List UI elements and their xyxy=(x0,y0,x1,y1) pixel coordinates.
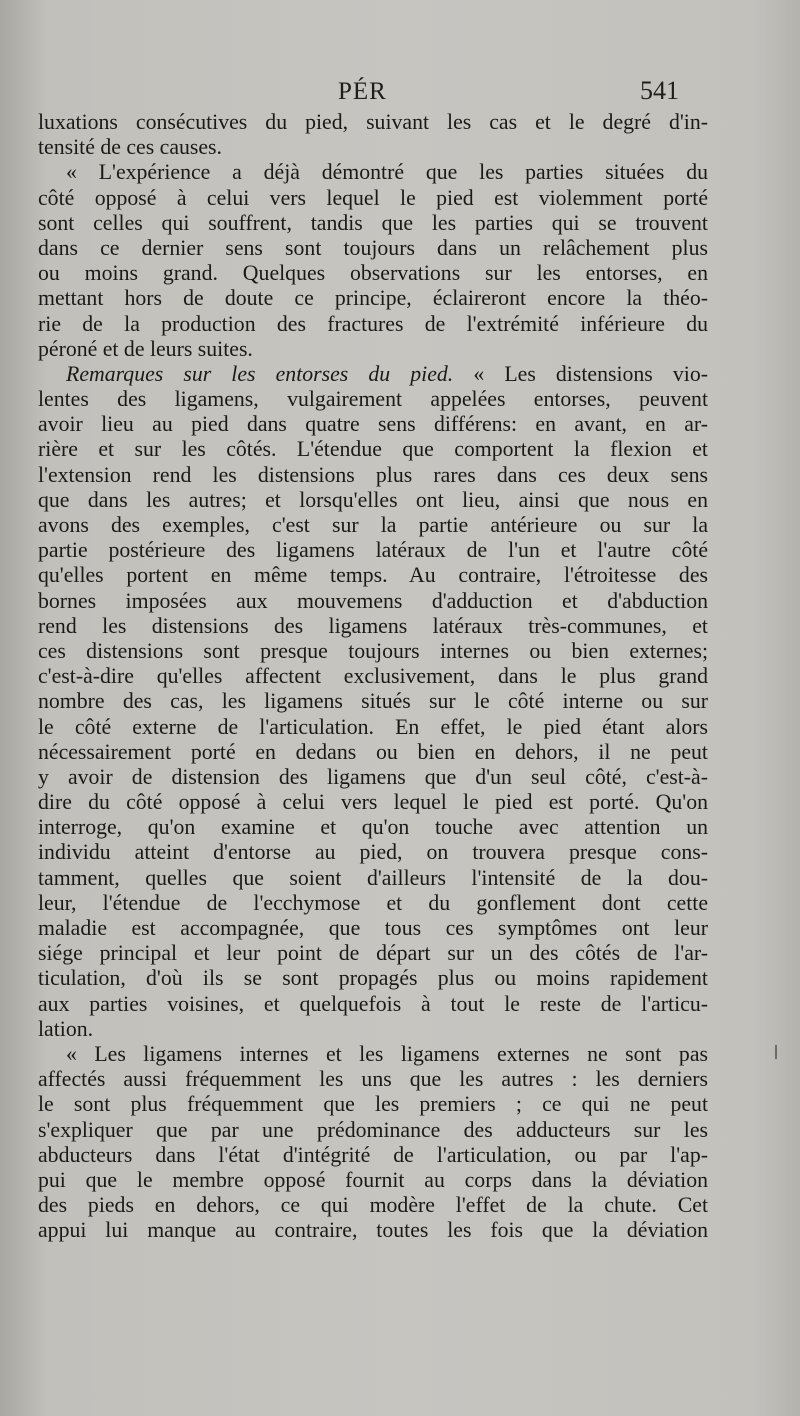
page-number: 541 xyxy=(640,76,679,105)
text-line: leur, l'étendue de l'ecchymose et du gonflement dont cette xyxy=(38,890,708,915)
text-line: tamment, quelles que soient d'ailleurs l'intensité de la dou- xyxy=(38,865,708,890)
margin-mark xyxy=(775,1045,777,1059)
running-head: PÉR xyxy=(338,78,387,105)
text-line: ticulation, d'où ils se sont propagés plus ou moins rapidement xyxy=(38,966,708,991)
text-line: pui que le membre opposé fournit au corps dans la déviation xyxy=(38,1167,708,1192)
text-line: nécessairement porté en dedans ou bien en dehors, il ne peut xyxy=(38,739,708,764)
text-line: des pieds en dehors, ce qui modère l'effet de la chute. Cet xyxy=(38,1193,708,1218)
page-header xyxy=(0,74,800,114)
text-line: lentes des ligamens, vulgairement appelées entorses, peuvent xyxy=(38,387,708,412)
text-line: côté opposé à celui vers lequel le pied est violemment porté xyxy=(38,185,708,210)
text-line: le sont plus fréquemment que les premiers ; ce qui ne peut xyxy=(38,1092,708,1117)
text-line: l'extension rend les distensions plus rares dans ces deux sens xyxy=(38,462,708,487)
text-line-with-title xyxy=(38,362,708,387)
text-line: dans ce dernier sens sont toujours dans un relâchement plus xyxy=(38,235,708,260)
text-line: ces distensions sont presque toujours internes ou bien externes; xyxy=(38,638,708,663)
section-title: Remarques sur les entorses du pied. xyxy=(66,361,454,386)
text-line: rend les distensions des ligamens latéraux très-communes, et xyxy=(38,613,708,638)
text-line: y avoir de distension des ligamens que d'un seul côté, c'est-à- xyxy=(38,764,708,789)
text-line: maladie est accompagnée, que tous ces symptômes ont leur xyxy=(38,916,708,940)
text-line: luxations consécutives du pied, suivant les cas et le degré d'in- xyxy=(38,110,708,134)
text-line: péroné et de leurs suites. xyxy=(38,336,253,361)
section-title-continuation: « Les distensions vio- xyxy=(473,361,708,386)
text-line: avoir lieu au pied dans quatre sens différens: en avant, en ar- xyxy=(38,412,708,437)
text-line: rie de la production des fractures de l'extrémité inférieure du xyxy=(38,311,708,336)
text-line: avons des exemples, c'est sur la partie antérieure ou sur la xyxy=(38,513,708,537)
text-line: affectés aussi fréquemment les uns que les autres : les derniers xyxy=(38,1067,708,1092)
text-line: siége principal et leur point de départ sur un des côtés de l'ar- xyxy=(38,941,708,966)
text-line: sont celles qui souffrent, tandis que les parties qui se trouvent xyxy=(38,210,708,235)
text-line: ou moins grand. Quelques observations sur les entorses, en xyxy=(38,261,708,286)
text-line: le côté externe de l'articulation. En effet, le pied étant alors xyxy=(38,714,708,739)
text-line: c'est-à-dire qu'elles affectent exclusivement, dans le plus grand xyxy=(38,664,708,689)
text-line: individu atteint d'entorse au pied, on trouvera presque cons- xyxy=(38,840,708,865)
text-line: interroge, qu'on examine et qu'on touche avec attention un xyxy=(38,815,708,840)
text-line: appui lui manque au contraire, toutes les fois que la déviation xyxy=(38,1218,708,1243)
text-line: abducteurs dans l'état d'intégrité de l'articulation, ou par l'ap- xyxy=(38,1142,708,1167)
text-line: tensité de ces causes. xyxy=(38,135,222,160)
text-line: « Les ligamens internes et les ligamens externes ne sont pas xyxy=(66,1041,708,1066)
text-line: partie postérieure des ligamens latéraux de l'un et l'autre côté xyxy=(38,538,708,563)
text-line: dire du côté opposé à celui vers lequel le pied est porté. Qu'on xyxy=(38,790,708,815)
text-line: bornes imposées aux mouvemens d'adduction et d'abduction xyxy=(38,588,708,613)
text-line: nombre des cas, les ligamens situés sur le côté interne ou sur xyxy=(38,689,708,714)
text-line: mettant hors de doute ce principe, éclaireront encore la théo- xyxy=(38,286,708,311)
body-text xyxy=(38,110,708,1243)
text-line: « L'expérience a déjà démontré que les parties situées du xyxy=(66,160,708,185)
text-line: lation. xyxy=(38,1016,94,1041)
text-line: qu'elles portent en même temps. Au contraire, l'étroitesse des xyxy=(38,563,708,588)
text-line: s'expliquer que par une prédominance des adducteurs sur les xyxy=(38,1117,708,1142)
text-line: aux parties voisines, et quelquefois à tout le reste de l'articu- xyxy=(38,991,708,1016)
text-line: que dans les autres; et lorsqu'elles ont lieu, ainsi que nous en xyxy=(38,487,708,512)
text-line: rière et sur les côtés. L'étendue que comportent la flexion et xyxy=(38,437,708,462)
